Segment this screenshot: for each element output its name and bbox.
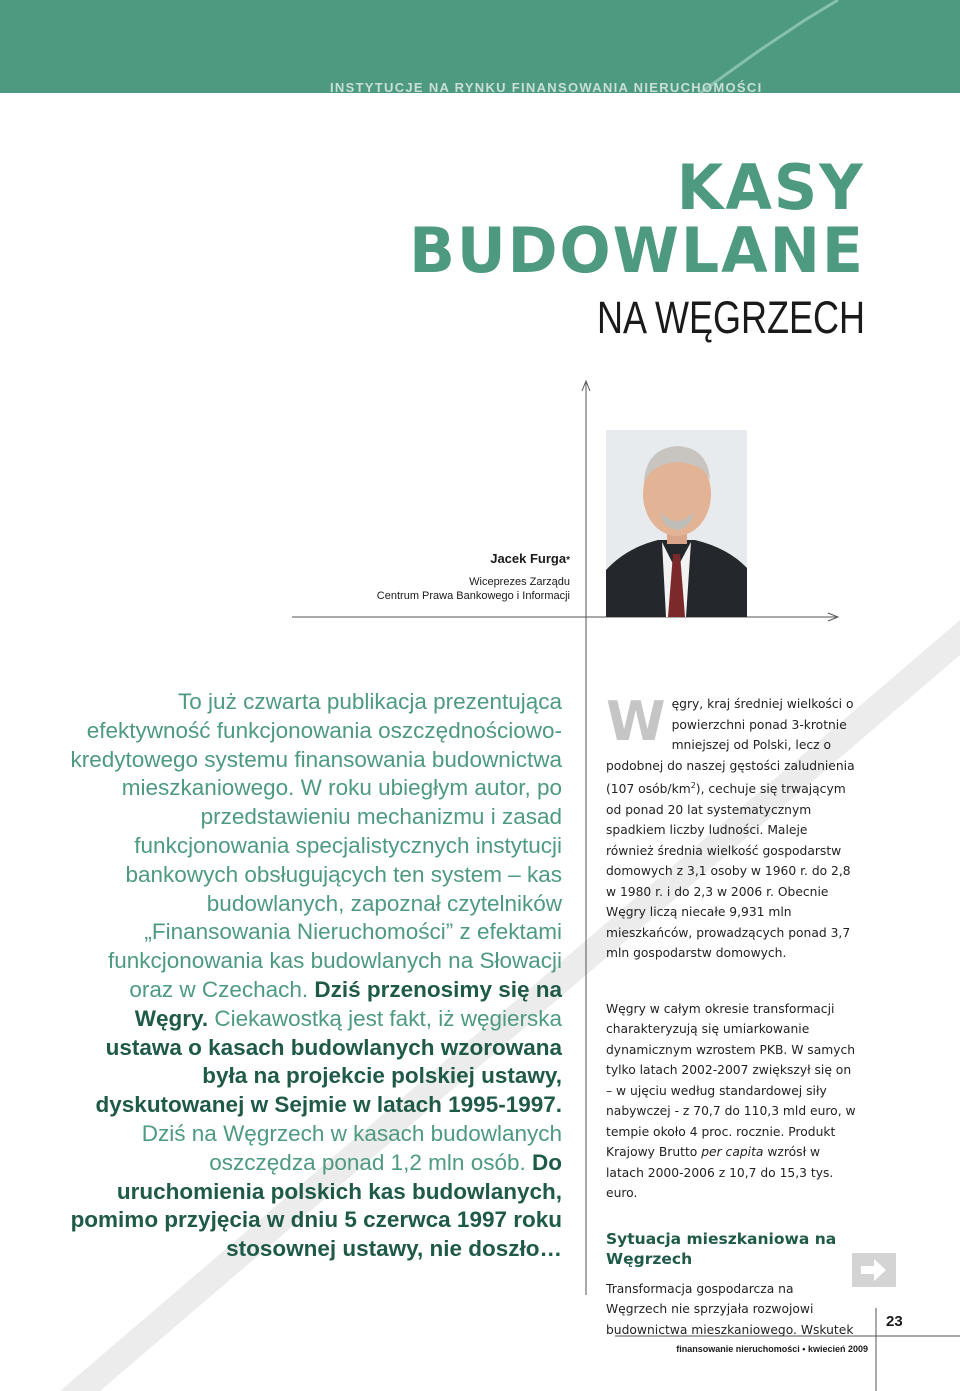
section-label: INSTYTUCJE NA RYNKU FINANSOWANIA NIERUCHOMOŚCI — [330, 80, 763, 95]
lead-paragraph — [70, 688, 562, 1264]
lead-text-2: Ciekawostką jest fakt, iż węgierska — [214, 1005, 562, 1031]
body-p2-text-b: wzrósł w latach 2000-2006 z 10,7 do 15,3 tys. euro. — [606, 1145, 834, 1201]
drop-cap: W — [606, 690, 666, 753]
body-p2-italic: per capita — [701, 1145, 764, 1160]
footer-magazine: finansowanie nieruchomości • kwiecień 2009 — [676, 1344, 868, 1354]
page-number: 23 — [886, 1313, 903, 1330]
body-p1-text-b: ), cechuje się trwającym od ponad 20 lat systematycznym spadkiem liczby ludności. Maleje również średnia wielkość gospodarstw domowych z 3,1 osoby w 1960 r. do 2,8 w 1980 r. i do 2,3 w 2006 r. Obecnie Węgry liczą niecałe 9,931 mln mieszkańców, prowadzących ponad 3,7 mln gospodarstw domowych. — [606, 782, 851, 961]
author-role-line-2: Centrum Prawa Bankowego i Informacji — [376, 590, 570, 602]
title-line-1: KASY — [677, 151, 865, 224]
lead-text-3: Dziś na Węgrzech w kasach budowlanych oszczędza ponad 1,2 mln osób. — [141, 1120, 562, 1175]
body-p2-text-a: Węgry w całym okresie transformacji charakteryzują się umiarkowanie dynamicznym wzrostem PKB. W samych tylko latach 2002-2007 zwiększył się on – w ujęciu według standardowej siły nabywczej - z 70,7 do 110,3 mld euro, w tempie około 4 proc. rocznie. Produkt Krajowy Brutto — [606, 1001, 856, 1160]
author-photo — [606, 430, 747, 617]
title-line-2: BUDOWLANE — [409, 214, 865, 287]
lead-bold-2: ustawa o kasach budowlanych wzorowana była na projekcie polskiej ustawy, dyskutowanej w Sejmie w latach 1995-1997. — [95, 1034, 562, 1118]
lead-bold-1: Dziś przenosimy się na Węgry. — [134, 976, 562, 1031]
author-block — [377, 549, 570, 603]
article-body — [606, 690, 856, 1340]
body-p1-superscript: 2 — [690, 781, 696, 790]
title-line-3: NA WĘGRZECH — [596, 292, 865, 343]
lead-bold-3: Do uruchomienia polskich kas budowlanych, pomimo przyjęcia w dniu 5 czerwca 1997 roku stosownej ustawy, nie doszło… — [70, 1149, 562, 1262]
author-name-text: Jacek Furga — [490, 551, 567, 566]
author-footnote-mark: * — [566, 555, 570, 566]
section-subheading: Sytuacja mieszkaniowa na Węgrzech — [606, 1229, 837, 1269]
body-paragraph-3: Transformacja gospodarcza na Węgrzech nie sprzyjała rozwojowi budownictwa mieszkaniowego. Wskutek — [606, 1281, 854, 1337]
body-p1-text-a: ęgry, kraj średniej wielkości o powierzchni ponad 3-krotnie mniejszej od Polski, lecz o podobnej do naszej gęstości zaludnienia (107 osób/km — [606, 697, 855, 797]
body-paragraph-1 — [606, 690, 856, 964]
author-name — [377, 549, 570, 571]
body-paragraph-2 — [606, 999, 856, 1204]
author-role-line-1: Wiceprezes Zarządu — [469, 576, 570, 588]
continue-arrow-icon — [852, 1253, 896, 1287]
lead-text-1: To już czwarta publikacja prezentująca efektywność funkcjonowania oszczędnościowo-kredytowego systemu finansowania budownictwa mieszkaniowego. W roku ubiegłym autor, po przedstawieniu mechanizmu i zasad funkcjonowania specjalistycznych instytucji bankowych obsługujących ten system – kas budowlanych, zapoznał czytelników „Finansowania Nieruchomości” z efektami funkcjonowania kas budowlanych na Słowacji oraz w Czechach. — [70, 689, 562, 1002]
author-role — [377, 575, 570, 603]
